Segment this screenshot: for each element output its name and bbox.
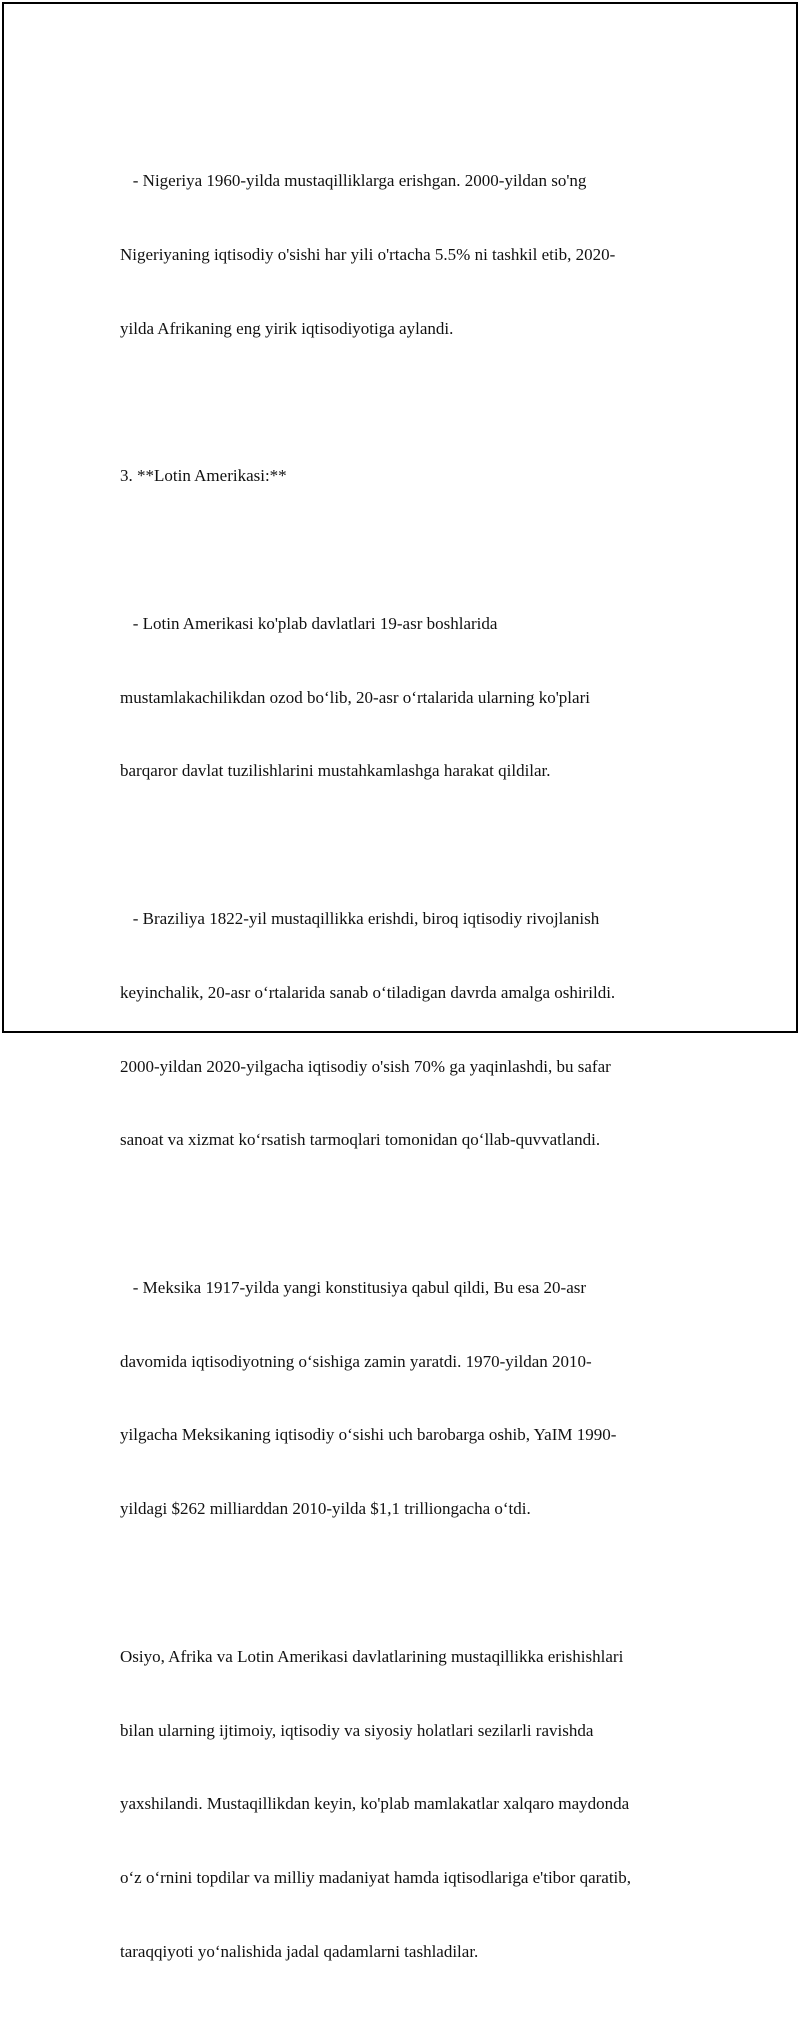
text-line: sanoat va xizmat ko‘rsatish tarmoqlari tomonidan qo‘llab-quvvatlandi.	[120, 1130, 601, 1150]
text-line: Nigeriyaning iqtisodiy o'sishi har yili o'rtacha 5.5% ni tashkil etib, 2020-	[120, 244, 616, 264]
text-line: barqaror davlat tuzilishlarini mustahkamlashga harakat qildilar.	[120, 761, 551, 781]
text-line: Osiyo, Afrika va Lotin Amerikasi davlatlarining mustaqillikka erishishlari	[120, 1646, 624, 1666]
document-body	[120, 120, 680, 2038]
text-line: yilgacha Meksikaning iqtisodiy o‘sishi uch barobarga oshib, YaIM 1990-	[120, 1425, 617, 1445]
heading-line: 3. **Lotin Amerikasi:**	[120, 466, 287, 486]
paragraph-nigeria	[120, 120, 680, 391]
page-frame	[2, 2, 798, 1961]
text-line: mustamlakachilikdan ozod bo‘lib, 20-asr o‘rtalarida ularning ko'plari	[120, 687, 590, 707]
section-heading-latin-america	[120, 415, 680, 538]
text-line: - Braziliya 1822-yil mustaqillikka erishdi, biroq iqtisodiy rivojlanish	[120, 909, 600, 928]
text-line: davomida iqtisodiyotning o‘sishiga zamin yaratdi. 1970-yildan 2010-	[120, 1351, 592, 1371]
text-line: yaxshilandi. Mustaqillikdan keyin, ko'plab mamlakatlar xalqaro maydonda	[120, 1794, 630, 1814]
text-line: keyinchalik, 20-asr o‘rtalarida sanab o‘tiladigan davrda amalga oshirildi.	[120, 982, 616, 1002]
text-line: bilan ularning ijtimoiy, iqtisodiy va siyosiy holatlari sezilarli ravishda	[120, 1720, 594, 1740]
text-line: - Meksika 1917-yilda yangi konstitusiya qabul qildi, Bu esa 20-asr	[120, 1277, 587, 1297]
paragraph-mexico	[120, 1227, 680, 1571]
paragraph-conclusion	[120, 1596, 680, 2014]
paragraph-brazil	[120, 858, 680, 1202]
text-line: yildagi $262 milliarddan 2010-yilda $1,1 trilliongacha o‘tdi.	[120, 1499, 531, 1519]
text-line: taraqqiyoti yo‘nalishida jadal qadamlarni tashladilar.	[120, 1941, 479, 1961]
text-line: - Nigeriya 1960-yilda mustaqilliklarga erishgan. 2000-yildan so'ng	[120, 171, 587, 191]
text-line: o‘z o‘rnini topdilar va milliy madaniyat hamda iqtisodlariga e'tibor qaratib,	[120, 1868, 632, 1888]
text-line: yilda Afrikaning eng yirik iqtisodiyotiga aylandi.	[120, 318, 454, 338]
text-line: - Lotin Amerikasi ko'plab davlatlari 19-asr boshlarida	[120, 613, 498, 633]
paragraph-latin-america	[120, 563, 680, 834]
text-line: 2000-yildan 2020-yilgacha iqtisodiy o'sish 70% ga yaqinlashdi, bu safar	[120, 1056, 611, 1076]
